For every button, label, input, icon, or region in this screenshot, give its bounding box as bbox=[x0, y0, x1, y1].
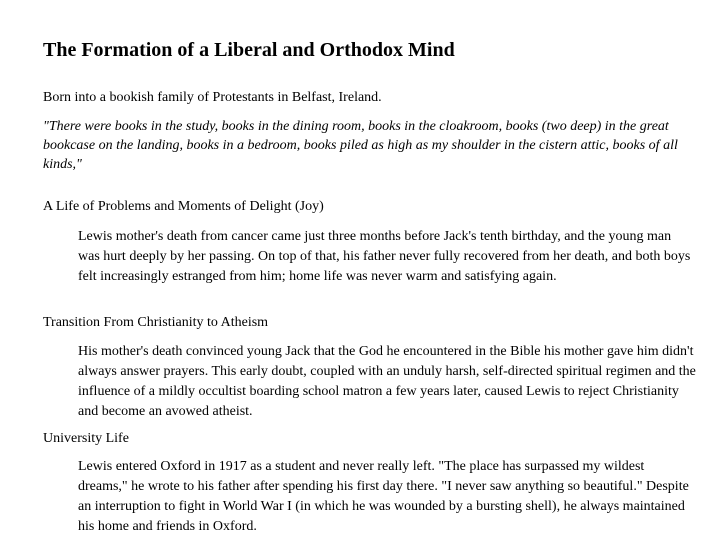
section-text-life: Lewis mother's death from cancer came just three months before Jack's tenth birthday, and the young man was hurt deeply by her passing. On top of that, his father never fully recovered from her death, and both boys felt increasingly estranged from him; home life was never warm and satisfying again. bbox=[78, 229, 691, 284]
slide-title: The Formation of a Liberal and Orthodox Mind bbox=[43, 39, 455, 61]
section-text-university: Lewis entered Oxford in 1917 as a student and never really left. "The place has surpassed my wildest dreams," he wrote to his father after spending his first day there. "I never saw anything so beautiful." Despite an interruption to fight in World War I (in which he was wounded by a bursting shell), he always maintained his home and friends in Oxford. bbox=[78, 459, 689, 534]
quote-text: "There were books in the study, books in the dining room, books in the cloakroom, books (two deep) in the great bookcase on the landing, books in a bedroom, books piled as high as my shoulder in the cistern attic, books of all kinds," bbox=[43, 119, 678, 172]
section-heading-university: University Life bbox=[43, 431, 129, 446]
intro-text: Born into a bookish family of Protestants in Belfast, Ireland. bbox=[43, 90, 382, 105]
section-heading-life: A Life of Problems and Moments of Delight (Joy) bbox=[43, 199, 324, 214]
section-text-atheism: His mother's death convinced young Jack that the God he encountered in the Bible his mother gave him didn't always answer prayers. This early doubt, coupled with an unduly harsh, self-directed spiritual regimen and the influence of a mildly occultist boarding school matron a few years later, caused Lewis to reject Christianity and become an avowed atheist. bbox=[78, 344, 696, 419]
section-heading-atheism: Transition From Christianity to Atheism bbox=[43, 315, 269, 330]
